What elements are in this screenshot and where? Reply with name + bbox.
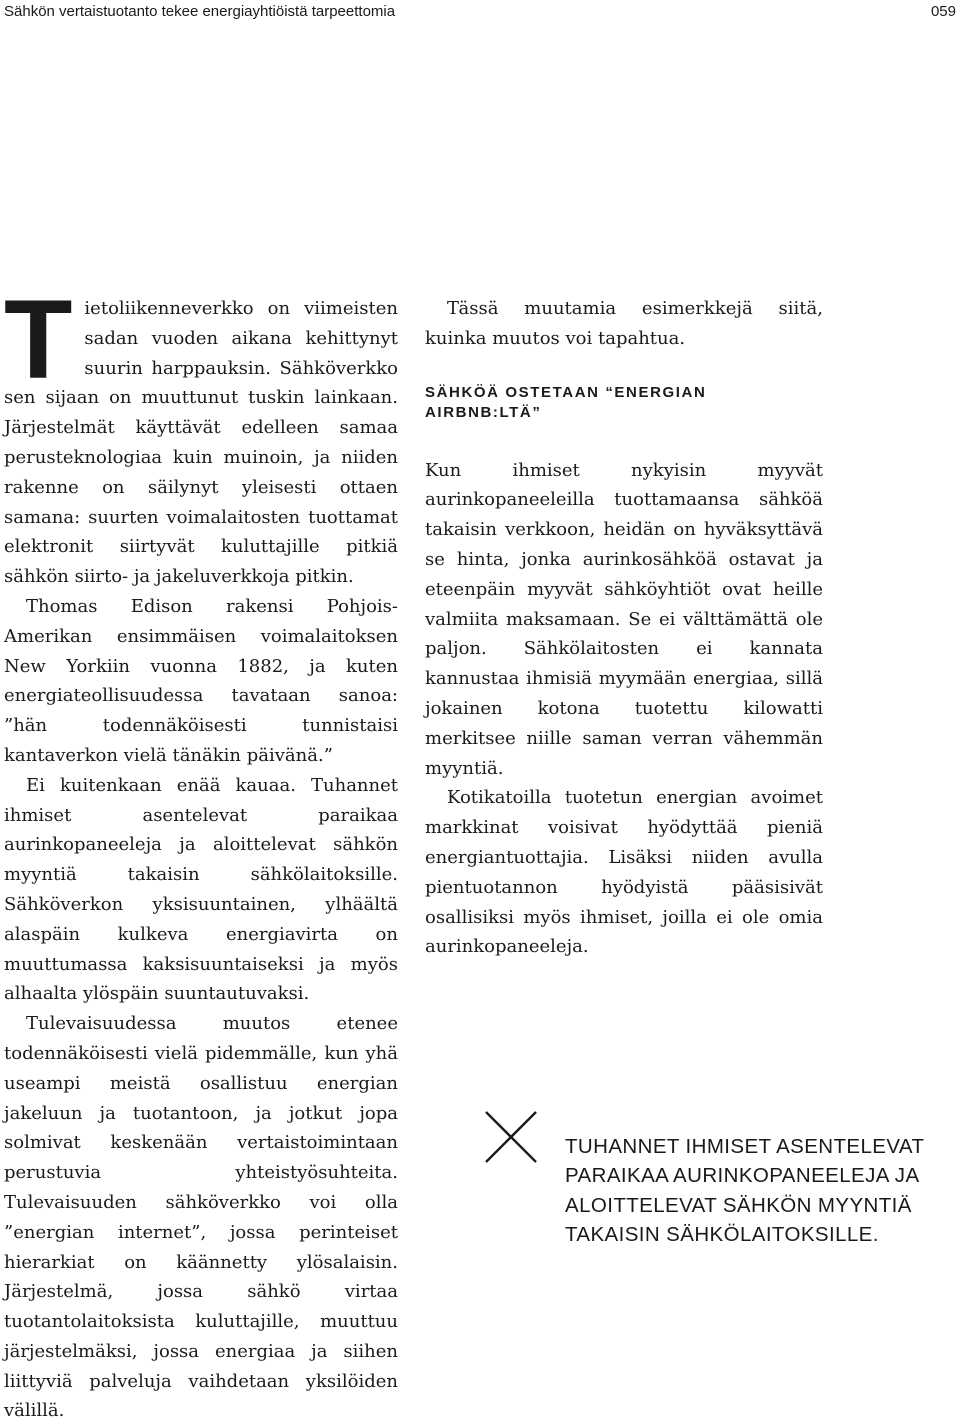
article-paragraph-5: Kun ihmiset nykyisin myyvät aurinkopaneeleilla tuottamaansa sähköä takaisin verkkoon, heidän on hyväksyttävä se hinta, jonka aurinkosähköä ostavat ja eteenpäin myyvät sähköyhtiöt ovat heille valmiita maksamaan. Se ei välttämättä ole paljon. Sähkölaitosten ei kannata kannustaa ihmisiä myymään energiaa, sillä jokainen kotona tuotettu kilowatti merkitsee niille saman verran vähemmän myyntiä. (425, 459, 823, 779)
article-paragraph-2: Thomas Edison rakensi Pohjois-Amerikan ensimmäisen voimalaitoksen New Yorkiin vuonna 1882, ja kuten energiateollisuudessa tavataan sanoa: ”hän todennäköisesti tunnistaisi kantaverkon vielä tänäkin päivänä.” (4, 595, 398, 766)
article-paragraph-3: Ei kuitenkaan enää kauaa. Tuhannet ihmiset asentelevat paraikaa aurinkopaneeleja ja aloittelevat sähkön myyntiä takaisin sähkölaitoksille. Sähköverkon yksisuuntainen, ylhäältä alaspäin kulkeva energiavirta on muuttumassa kaksisuuntaiseksi ja myös alhaalta ylöspäin suuntautuvaksi. (4, 774, 398, 1005)
pull-quote: TUHANNET IHMISET ASENTELEVAT PARAIKAA AURINKOPANEELEJA JA ALOITTELEVAT SÄHKÖN MYYNTIÄ TAKAISIN SÄHKÖLAITOKSILLE. (565, 1135, 925, 1247)
article-paragraph-4: Tulevaisuudessa muutos etenee todennäköisesti vielä pidemmälle, kun yhä useampi meistä osallistuu energian jakeluun ja tuotantoon, ja jotkut jopa solmivat keskenään vertaistoimintaan perustuvia yhteistyösuhteita. Tulevaisuuden sähköverkko voi olla ”energian internet”, jossa perinteiset hierarkiat on käännetty ylösalaisin. Järjestelmä, jossa sähkö virtaa tuotantolaitoksista kuluttajille, muuttuu järjestelmäksi, jossa energiaa ja siihen liittyviä palveluja vaihdetaan yksilöiden välillä. (4, 1013, 398, 1422)
cross-icon (484, 1110, 538, 1164)
article-right-column (425, 294, 823, 962)
page-number: 059 (930, 3, 956, 20)
article-paragraph-6: Kotikatoilla tuotetun energian avoimet markkinat voisivat hyödyttää pieniä energiantuottajia. Lisäksi niiden avulla pientuotannon hyödyistä pääsisivät osallisiksi myös ihmiset, joilla ei ole omia aurinkopaneeleja. (425, 787, 823, 958)
running-title: Sähkön vertaistuotanto tekee energiayhtiöistä tarpeettomia (4, 3, 396, 20)
article-intro-paragraph: Tässä muutamia esimerkkejä siitä, kuinka muutos voi tapahtua. (425, 298, 823, 349)
paragraph-text: ietoliikenneverkko on viimeisten sadan vuoden aikana kehittynyt suurin harppauksin. Sähköverkko sen sijaan on muuttunut tuskin lainkaan. Järjestelmät käyttävät edelleen samaa perusteknologiaa kuin muinoin, ja niiden rakenne on säilynyt yleisesti ottaen samana: suurten voimalaitosten tuottamat elektronit siirtyvät kuluttajille pitkiä sähkön siirto- ja jakeluverkkoja pitkin. (4, 298, 398, 588)
article-paragraph-1 (4, 277, 398, 592)
article-left-column (4, 277, 398, 1426)
dropcap: T (4, 277, 73, 402)
section-subheading: SÄHKÖÄ OSTETAAN “ENERGIAN AIRBNB:LTÄ” (425, 383, 707, 421)
